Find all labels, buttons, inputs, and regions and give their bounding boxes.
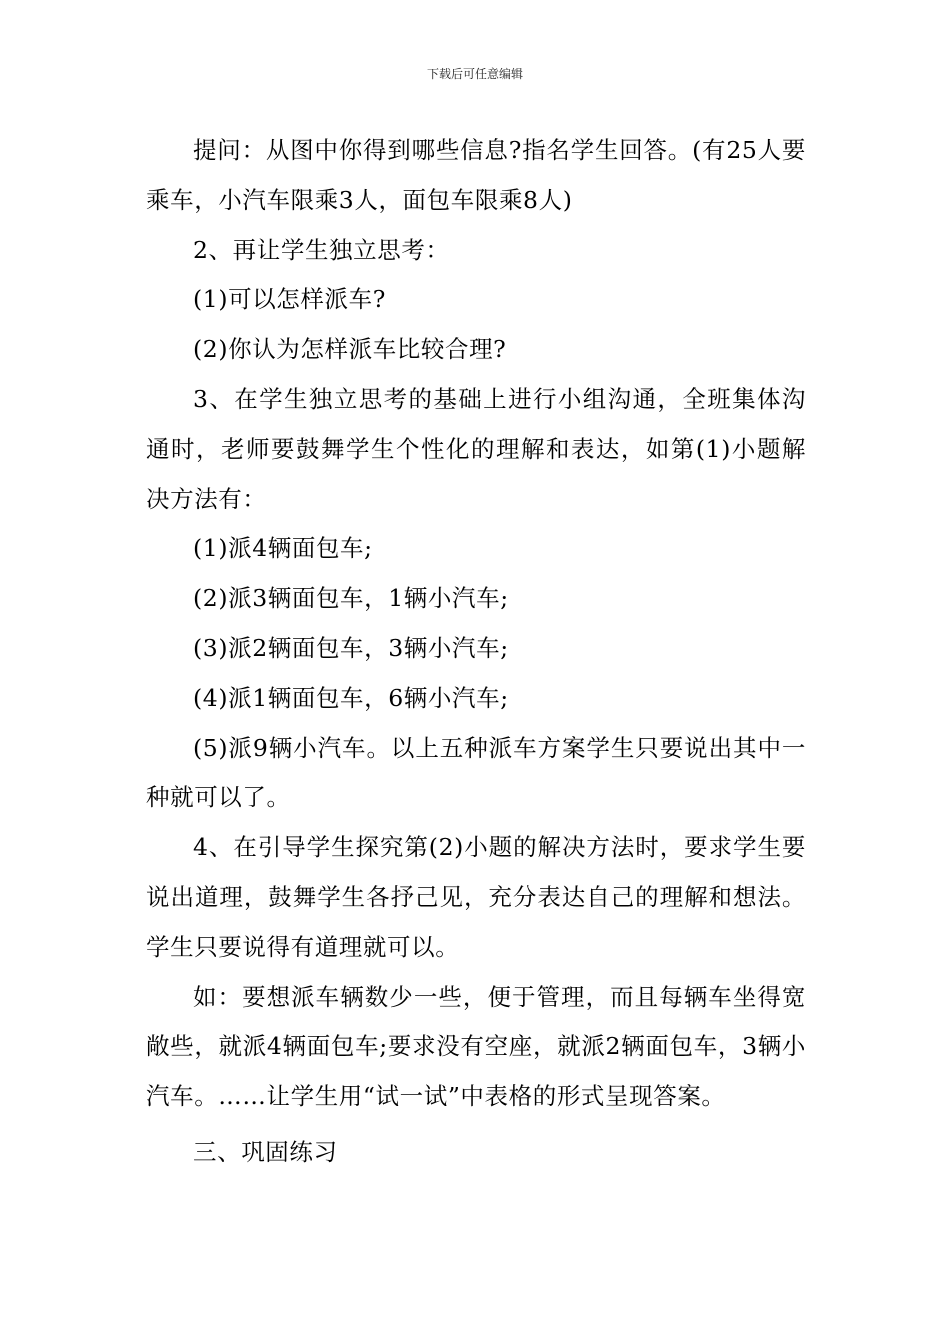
paragraph-option-3: (3)派2辆面包车，3辆小汽车; bbox=[193, 633, 509, 662]
paragraph-question-2: (2)你认为怎样派车比较合理? bbox=[193, 335, 507, 364]
paragraph-question: 提问：从图中你得到哪些信息?指名学生回答。(有25人要乘车，小汽车限乘3人，面包车限乘8人) bbox=[146, 136, 806, 214]
paragraph-question-1: (1)可以怎样派车? bbox=[193, 285, 386, 314]
paragraph-example: 如：要想派车辆数少一些，便于管理，而且每辆车坐得宽敞些，就派4辆面包车;要求没有空座，就派2辆面包车，3辆小汽车。……让学生用“试一试”中表格的形式呈现答案。 bbox=[146, 982, 806, 1111]
page-header: 下载后可任意编辑 bbox=[426, 67, 523, 81]
paragraph-step-4: 4、在引导学生探究第(2)小题的解决方法时，要求学生要说出道理，鼓舞学生各抒己见，充分表达自己的理解和想法。学生只要说得有道理就可以。 bbox=[146, 833, 806, 961]
document-body bbox=[146, 126, 806, 1178]
paragraph-option-5: (5)派9辆小汽车。以上五种派车方案学生只要说出其中一种就可以了。 bbox=[146, 733, 806, 812]
section-heading-practice: 三、巩固练习 bbox=[193, 1137, 338, 1166]
paragraph-option-2: (2)派3辆面包车，1辆小汽车; bbox=[193, 584, 509, 613]
paragraph-step-2: 2、再让学生独立思考： bbox=[193, 235, 450, 264]
paragraph-option-4: (4)派1辆面包车，6辆小汽车; bbox=[193, 683, 509, 712]
paragraph-step-3: 3、在学生独立思考的基础上进行小组沟通，全班集体沟通时，老师要鼓舞学生个性化的理解和表达，如第(1)小题解决方法有： bbox=[146, 384, 806, 513]
paragraph-option-1: (1)派4辆面包车; bbox=[193, 534, 373, 563]
